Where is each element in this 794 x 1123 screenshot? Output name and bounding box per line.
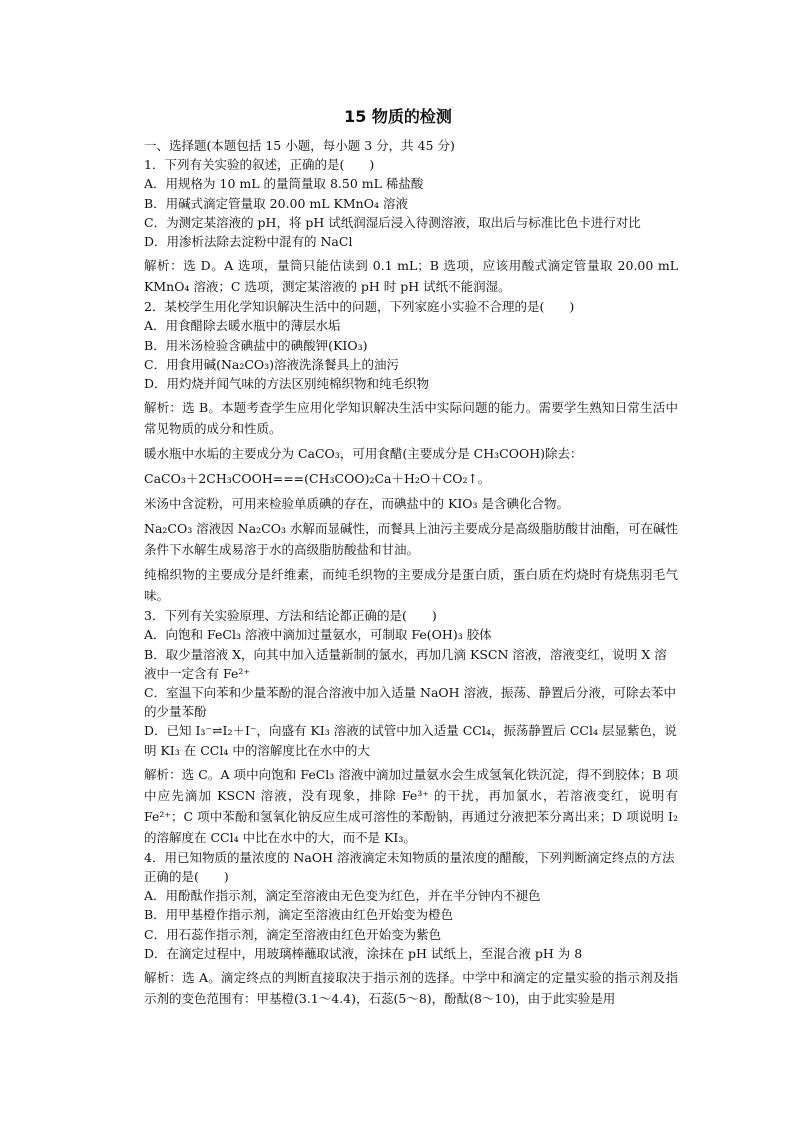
text-line: 解析：选 A。滴定终点的判断直接取决于指示剂的选择。中学中和滴定的定量实验的指示剂及指示剂的变色范围有：甲基橙(3.1～4.4)，石蕊(5～8)，酚酞(8～10)，由于此实验是用 [144,970,678,1007]
text-line: D．用渗析法除去淀粉中混有的 NaCl [144,234,353,250]
text-line: A．用食醋除去暖水瓶中的薄层水垢 [144,318,341,334]
text-line: 米汤中含淀粉，可用来检验单质碘的存在，而碘盐中的 KIO₃ 是含碘化合物。 [144,496,569,512]
text-line: D．已知 I₃⁻⇌I₂＋I⁻，向盛有 KI₃ 溶液的试管中加入适量 CCl₄，振荡静置后 CCl₄ 层显紫色，说明 KI₃ 在 CCl₄ 中的溶解度比在水中的大 [144,723,677,758]
text-line: C．用食用碱(Na₂CO₃)溶液洗涤餐具上的油污 [144,356,400,372]
text-line: B．用米汤检验含碘盐中的碘酸钾(KIO₃) [144,337,368,353]
text-line: 4．用已知物质的量浓度的 NaOH 溶液滴定未知物质的量浓度的醋酸，下列判断滴定终点的方法正确的是( ) [144,849,675,885]
text-line: 解析：选 C。A 项中向饱和 FeCl₃ 溶液中滴加过量氨水会生成氢氧化铁沉淀，得不到胶体；B 项中应先滴加 KSCN 溶液，没有现象，排除 Fe³⁺ 的干扰，再加氯水，若溶液变红，说明有 Fe²⁺；C 项中苯酚和氢氧化钠反应生成可溶性的苯酚钠，再通过分液把苯分离出来；D 项说明 I₂ 的溶解度在 CCl₄ 中比在水中的大，而不是 KI₃。 [144,766,678,845]
text-line: 1．下列有关实验的叙述，正确的是( ) [144,157,375,173]
page-title: 15 物质的检测 [344,107,452,126]
text-line: A．向饱和 FeCl₃ 溶液中滴加过量氨水，可制取 Fe(OH)₃ 胶体 [144,627,492,643]
text-line: 一、选择题(本题包括 15 小题，每小题 3 分，共 45 分) [144,138,455,153]
text-line: 2．某校学生用化学知识解决生活中的问题，下列家庭小实验不合理的是( ) [144,299,575,315]
text-line: C．用石蕊作指示剂，滴定至溶液由红色开始变为紫色 [144,926,442,942]
text-line: B．用甲基橙作指示剂，滴定至溶液由红色开始变为橙色 [144,907,454,923]
text-line: 暖水瓶中水垢的主要成分为 CaCO₃，可用食醋(主要成分是 CH₃COOH)除去： [144,446,583,462]
document-body [118,136,678,1009]
text-line: A．用酚酞作指示剂，滴定至溶液由无色变为红色，并在半分钟内不褪色 [144,888,541,904]
text-line: D．在滴定过程中，用玻璃棒蘸取试液，涂抹在 pH 试纸上，至混合液 pH 为 8 [144,945,583,961]
text-line: 3．下列有关实验原理、方法和结论都正确的是( ) [144,608,437,624]
text-line: CaCO₃＋2CH₃COOH===(CH₃COO)₂Ca＋H₂O＋CO₂↑。 [144,471,491,487]
text-line: 纯棉织物的主要成分是纤维素，而纯毛织物的主要成分是蛋白质，蛋白质在灼烧时有烧焦羽毛气味。 [144,567,678,604]
text-line: B．取少量溶液 X，向其中加入适量新制的氯水，再加几滴 KSCN 溶液，溶液变红，说明 X 溶液中一定含有 Fe²⁺ [144,646,667,681]
text-line: A．用规格为 10 mL 的量筒量取 8.50 mL 稀盐酸 [144,176,424,192]
text-line: C．为测定某溶液的 pH，将 pH 试纸润湿后浸入待测溶液，取出后与标准比色卡进行对比 [144,214,641,230]
text-line: Na₂CO₃ 溶液因 Na₂CO₃ 水解而显碱性，而餐具上油污主要成分是高级脂肪酸甘油酯，可在碱性条件下水解生成易溶于水的高级脂肪酸盐和甘油。 [144,521,678,558]
text-line: C．室温下向苯和少量苯酚的混合溶液中加入适量 NaOH 溶液，振荡、静置后分液，可除去苯中的少量苯酚 [144,685,677,720]
document-page [118,106,678,1009]
text-line: D．用灼烧并闻气味的方法区别纯棉织物和纯毛织物 [144,376,430,392]
text-line: B．用碱式滴定管量取 20.00 mL KMnO₄ 溶液 [144,195,408,211]
text-line: 解析：选 B。本题考查学生应用化学知识解决生活中实际问题的能力。需要学生熟知日常生活中常见物质的成分和性质。 [144,400,678,437]
text-line: 解析：选 D。A 选项，量筒只能估读到 0.1 mL；B 选项，应该用酸式滴定管量取 20.00 mL KMnO₄ 溶液；C 选项，测定某溶液的 pH 时 pH 试纸不能润湿。 [144,258,678,295]
